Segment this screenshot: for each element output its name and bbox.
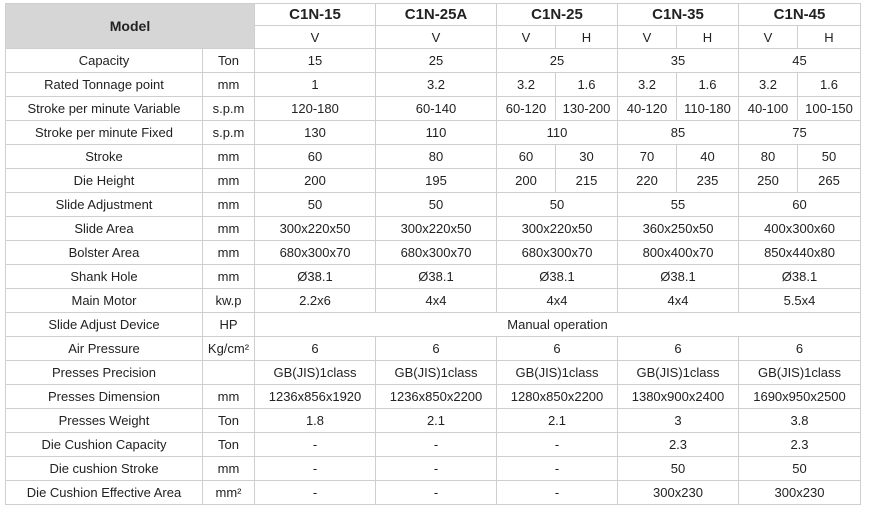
table-row	[6, 361, 861, 385]
row-unit: s.p.m	[203, 97, 255, 121]
row-label: Stroke per minute Variable	[6, 97, 203, 121]
spec-value: 250	[739, 169, 798, 193]
spec-value: 1.6	[556, 73, 618, 97]
spec-value: 1236x856x1920	[255, 385, 376, 409]
row-unit: s.p.m	[203, 121, 255, 145]
spec-value: 6	[739, 337, 861, 361]
spec-value: Ø38.1	[497, 265, 618, 289]
row-unit: mm	[203, 193, 255, 217]
row-unit: mm	[203, 169, 255, 193]
row-label: Capacity	[6, 49, 203, 73]
spec-value: 2.2x6	[255, 289, 376, 313]
header-row-models	[6, 4, 861, 26]
spec-value: 265	[798, 169, 861, 193]
row-label: Die Cushion Effective Area	[6, 481, 203, 505]
orientation-label: V	[618, 26, 677, 49]
spec-value: -	[255, 457, 376, 481]
spec-value: Manual operation	[255, 313, 861, 337]
spec-value: 2.3	[739, 433, 861, 457]
table-row	[6, 385, 861, 409]
row-unit: mm	[203, 385, 255, 409]
spec-value: 4x4	[618, 289, 739, 313]
model-name: C1N-25	[497, 4, 618, 26]
spec-value: 85	[618, 121, 739, 145]
model-name: C1N-15	[255, 4, 376, 26]
spec-value: 60	[739, 193, 861, 217]
table-row	[6, 457, 861, 481]
spec-value: 25	[376, 49, 497, 73]
spec-value: 6	[618, 337, 739, 361]
table-row	[6, 337, 861, 361]
row-label: Shank Hole	[6, 265, 203, 289]
spec-value: 80	[376, 145, 497, 169]
spec-table	[5, 3, 861, 505]
spec-value: 40-120	[618, 97, 677, 121]
spec-value: 3.8	[739, 409, 861, 433]
row-label: Die Height	[6, 169, 203, 193]
spec-value: 50	[255, 193, 376, 217]
row-label: Stroke	[6, 145, 203, 169]
orientation-label: H	[556, 26, 618, 49]
spec-value: 60-140	[376, 97, 497, 121]
row-unit: mm	[203, 457, 255, 481]
spec-value: 220	[618, 169, 677, 193]
spec-value: Ø38.1	[376, 265, 497, 289]
spec-value: 1236x850x2200	[376, 385, 497, 409]
spec-value: 100-150	[798, 97, 861, 121]
spec-value: 40	[677, 145, 739, 169]
table-row	[6, 433, 861, 457]
spec-value: 25	[497, 49, 618, 73]
row-label: Air Pressure	[6, 337, 203, 361]
table-row	[6, 241, 861, 265]
spec-value: 6	[376, 337, 497, 361]
model-name: C1N-25A	[376, 4, 497, 26]
spec-value: 6	[497, 337, 618, 361]
spec-value: 1	[255, 73, 376, 97]
spec-value: 130	[255, 121, 376, 145]
row-label: Die Cushion Capacity	[6, 433, 203, 457]
table-row	[6, 169, 861, 193]
spec-value: 3.2	[376, 73, 497, 97]
spec-value: 110	[497, 121, 618, 145]
spec-value: GB(JIS)1class	[618, 361, 739, 385]
table-row	[6, 193, 861, 217]
row-unit: mm	[203, 73, 255, 97]
orientation-label: H	[798, 26, 861, 49]
spec-value: 75	[739, 121, 861, 145]
spec-value: 300x220x50	[376, 217, 497, 241]
spec-value: 4x4	[497, 289, 618, 313]
table-row	[6, 97, 861, 121]
spec-value: -	[376, 457, 497, 481]
spec-value: -	[376, 481, 497, 505]
spec-value: -	[376, 433, 497, 457]
table-row	[6, 217, 861, 241]
row-label: Slide Area	[6, 217, 203, 241]
row-label: Presses Weight	[6, 409, 203, 433]
spec-value: 300x230	[618, 481, 739, 505]
row-label: Slide Adjust Device	[6, 313, 203, 337]
spec-value: 50	[798, 145, 861, 169]
row-unit	[203, 361, 255, 385]
spec-table-body	[6, 49, 861, 505]
row-unit: mm	[203, 241, 255, 265]
spec-value: -	[497, 433, 618, 457]
orientation-label: V	[497, 26, 556, 49]
row-label: Main Motor	[6, 289, 203, 313]
row-label: Slide Adjustment	[6, 193, 203, 217]
row-label: Die cushion Stroke	[6, 457, 203, 481]
spec-value: 1690x950x2500	[739, 385, 861, 409]
spec-value: 6	[255, 337, 376, 361]
spec-value: GB(JIS)1class	[376, 361, 497, 385]
spec-value: GB(JIS)1class	[255, 361, 376, 385]
table-row	[6, 481, 861, 505]
spec-value: 1380x900x2400	[618, 385, 739, 409]
model-name: C1N-45	[739, 4, 861, 26]
spec-value: Ø38.1	[618, 265, 739, 289]
row-unit: Ton	[203, 409, 255, 433]
spec-value: 70	[618, 145, 677, 169]
spec-value: 300x220x50	[255, 217, 376, 241]
model-name: C1N-35	[618, 4, 739, 26]
spec-value: 680x300x70	[255, 241, 376, 265]
table-row	[6, 409, 861, 433]
spec-value: 60-120	[497, 97, 556, 121]
spec-value: 200	[497, 169, 556, 193]
spec-value: 35	[618, 49, 739, 73]
spec-value: 3.2	[497, 73, 556, 97]
row-label: Rated Tonnage point	[6, 73, 203, 97]
spec-value: 55	[618, 193, 739, 217]
row-unit: HP	[203, 313, 255, 337]
spec-value: 45	[739, 49, 861, 73]
spec-value: 80	[739, 145, 798, 169]
spec-value: 2.1	[497, 409, 618, 433]
orientation-label: V	[739, 26, 798, 49]
spec-value: 680x300x70	[376, 241, 497, 265]
spec-value: 60	[255, 145, 376, 169]
spec-value: 360x250x50	[618, 217, 739, 241]
row-unit: Ton	[203, 433, 255, 457]
orientation-label: V	[255, 26, 376, 49]
spec-value: GB(JIS)1class	[739, 361, 861, 385]
spec-value: 2.1	[376, 409, 497, 433]
spec-value: 200	[255, 169, 376, 193]
table-row	[6, 121, 861, 145]
spec-value: 195	[376, 169, 497, 193]
model-header: Model	[6, 4, 255, 49]
table-row	[6, 145, 861, 169]
row-unit: kw.p	[203, 289, 255, 313]
spec-value: 680x300x70	[497, 241, 618, 265]
spec-value: -	[255, 481, 376, 505]
orientation-label: H	[677, 26, 739, 49]
table-row	[6, 73, 861, 97]
spec-value: 40-100	[739, 97, 798, 121]
spec-value: 15	[255, 49, 376, 73]
spec-value: 3.2	[739, 73, 798, 97]
row-unit: mm	[203, 145, 255, 169]
table-row	[6, 313, 861, 337]
spec-value: 50	[739, 457, 861, 481]
spec-value: 1.8	[255, 409, 376, 433]
spec-value: 3	[618, 409, 739, 433]
spec-value: 1.6	[677, 73, 739, 97]
row-label: Presses Dimension	[6, 385, 203, 409]
spec-value: 60	[497, 145, 556, 169]
spec-value: 1280x850x2200	[497, 385, 618, 409]
row-unit: mm	[203, 265, 255, 289]
spec-value: 850x440x80	[739, 241, 861, 265]
spec-value: 120-180	[255, 97, 376, 121]
table-row	[6, 49, 861, 73]
spec-value: 800x400x70	[618, 241, 739, 265]
spec-value: Ø38.1	[739, 265, 861, 289]
orientation-label: V	[376, 26, 497, 49]
spec-value: 3.2	[618, 73, 677, 97]
spec-value: -	[255, 433, 376, 457]
spec-value: 50	[497, 193, 618, 217]
spec-value: 5.5x4	[739, 289, 861, 313]
spec-value: 235	[677, 169, 739, 193]
table-row	[6, 265, 861, 289]
spec-value: 400x300x60	[739, 217, 861, 241]
table-row	[6, 289, 861, 313]
spec-value: 2.3	[618, 433, 739, 457]
spec-value: 110	[376, 121, 497, 145]
spec-value: GB(JIS)1class	[497, 361, 618, 385]
row-unit: mm²	[203, 481, 255, 505]
spec-value: Ø38.1	[255, 265, 376, 289]
row-label: Bolster Area	[6, 241, 203, 265]
spec-value: -	[497, 457, 618, 481]
spec-value: 300x220x50	[497, 217, 618, 241]
row-unit: Ton	[203, 49, 255, 73]
spec-value: 4x4	[376, 289, 497, 313]
spec-value: -	[497, 481, 618, 505]
spec-value: 50	[376, 193, 497, 217]
spec-value: 300x230	[739, 481, 861, 505]
row-label: Stroke per minute Fixed	[6, 121, 203, 145]
spec-value: 110-180	[677, 97, 739, 121]
spec-value: 130-200	[556, 97, 618, 121]
row-label: Presses Precision	[6, 361, 203, 385]
spec-value: 50	[618, 457, 739, 481]
spec-value: 30	[556, 145, 618, 169]
spec-value: 215	[556, 169, 618, 193]
spec-value: 1.6	[798, 73, 861, 97]
row-unit: mm	[203, 217, 255, 241]
row-unit: Kg/cm²	[203, 337, 255, 361]
